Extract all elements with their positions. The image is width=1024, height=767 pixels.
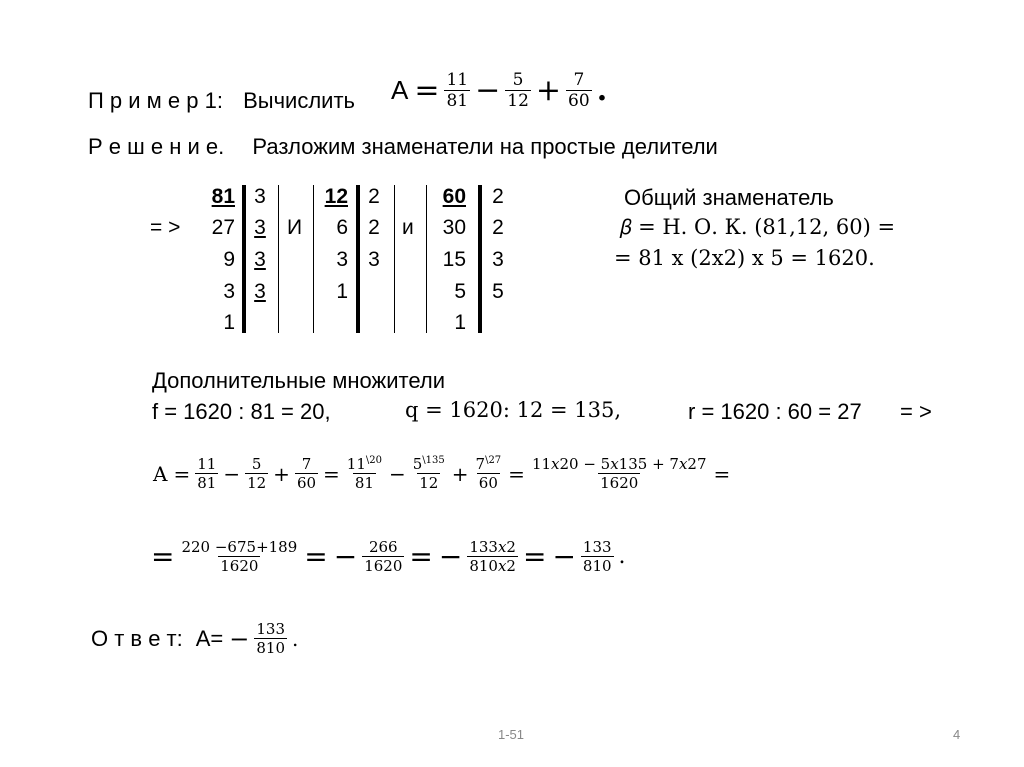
calc1-eq: = bbox=[173, 461, 191, 486]
t3-l1: 30 bbox=[442, 216, 466, 239]
answer-lhs: A= bbox=[195, 625, 224, 651]
calc2-dot: . bbox=[618, 544, 626, 569]
example-label bbox=[88, 88, 355, 114]
arrow-left: = > bbox=[150, 216, 181, 239]
calc2-frac-4: $\frac{133}{810}$ bbox=[582, 538, 612, 575]
calc2-frac-1: $\frac{220 -675+189}{1620}$ bbox=[181, 538, 298, 575]
calc2-eq-1: = bbox=[151, 540, 175, 573]
t1-thin bbox=[278, 185, 279, 333]
calc1-minus-a: − bbox=[223, 461, 241, 486]
calc1-lhs: A bbox=[153, 461, 168, 486]
common-line2: = 81 х (2х2) х 5 = 1620. bbox=[614, 246, 875, 270]
t1-r0: 3 bbox=[254, 185, 266, 208]
example-verb: Вычислить bbox=[243, 88, 355, 113]
extra-arrow: = > bbox=[900, 399, 932, 424]
t3-r2: 3 bbox=[492, 248, 504, 271]
calc1-frac-a1: $\frac{11}{81}$ bbox=[197, 455, 217, 492]
answer-label: О т в е т: bbox=[91, 625, 183, 651]
t1-bar bbox=[242, 185, 246, 333]
extra-title: Дополнительные множители bbox=[152, 368, 445, 393]
t1-l1: 27 bbox=[211, 216, 235, 239]
t1-r3: 3 bbox=[254, 280, 266, 303]
answer-minus: − bbox=[229, 624, 250, 653]
calc1-frac-a2: $\frac{5}{12}$ bbox=[247, 455, 267, 492]
fraction-7-60: $\frac{7}{60}$ bbox=[568, 70, 590, 111]
extra-f: f = 1620 : 81 = 20, bbox=[152, 399, 331, 424]
calc1-eq-4: = bbox=[713, 461, 731, 486]
extra-r: r = 1620 : 60 = 27 bbox=[688, 399, 862, 424]
t3-l4: 1 bbox=[454, 311, 466, 334]
formula-dot: . bbox=[596, 73, 608, 108]
t3-l3: 5 bbox=[454, 280, 466, 303]
example-formula bbox=[388, 70, 610, 111]
common-line1: 𝛽 = Н. О. К. (81,12, 60) = bbox=[620, 215, 896, 239]
calc1-eq-2: = bbox=[323, 461, 340, 486]
calc1-frac-b2: $\frac{5^{\backslash 135}}{12}$ bbox=[412, 455, 445, 492]
example-label-text: П р и м е р 1: bbox=[88, 88, 223, 113]
answer-fraction: $\frac{133}{810}$ bbox=[256, 620, 286, 657]
t1-l3: 3 bbox=[223, 280, 235, 303]
answer-dot: . bbox=[292, 626, 299, 651]
t3-r3: 5 bbox=[492, 280, 504, 303]
calc1-frac-b3: $\frac{7^{\backslash 27}}{60}$ bbox=[475, 455, 502, 492]
t2-r2: 3 bbox=[368, 248, 380, 271]
t3-r1: 2 bbox=[492, 216, 504, 239]
extra-q: q = 1620: 12 = 135, bbox=[405, 398, 622, 422]
calc2-minus-3: − bbox=[552, 540, 576, 573]
calc1-frac-c: $\frac{\text{11𝑥20 − 5𝑥135 + 7𝑥27}}{1620}$ bbox=[531, 455, 707, 492]
formula-lhs: A bbox=[391, 75, 409, 105]
t2-l1: 6 bbox=[336, 216, 348, 239]
formula-plus: + bbox=[535, 73, 562, 108]
and-lower: и bbox=[402, 216, 414, 239]
calc2-eq-4: = bbox=[522, 540, 547, 573]
t2-bar bbox=[356, 185, 360, 333]
t2-r1: 2 bbox=[368, 216, 380, 239]
t3-thin-left bbox=[426, 185, 427, 333]
calc1-frac-a3: $\frac{7}{60}$ bbox=[296, 455, 317, 492]
calc1-plus-b: + bbox=[451, 461, 469, 486]
t2-r0: 2 bbox=[368, 185, 380, 208]
and-upper: И bbox=[287, 216, 303, 239]
t2-l2: 3 bbox=[336, 248, 348, 271]
footer-center: 1-51 bbox=[498, 727, 525, 742]
t2-l0: 12 bbox=[324, 185, 348, 208]
t3-bar bbox=[478, 185, 482, 333]
t1-r2: 3 bbox=[254, 248, 266, 271]
solution-text: Разложим знаменатели на простые делители bbox=[252, 134, 718, 159]
t3-r0: 2 bbox=[492, 185, 504, 208]
calc2-eq-3: = bbox=[409, 540, 433, 573]
formula-eq: = bbox=[414, 73, 440, 108]
formula-minus: − bbox=[475, 73, 501, 108]
calc1-eq-3: = bbox=[508, 461, 525, 486]
calc2-frac-2: $\frac{266}{1620}$ bbox=[364, 538, 403, 575]
answer-line bbox=[88, 620, 301, 657]
calc-line-1 bbox=[150, 455, 733, 492]
t1-l2: 9 bbox=[223, 248, 235, 271]
t1-l4: 1 bbox=[223, 311, 235, 334]
common-title: Общий знаменатель bbox=[624, 185, 834, 210]
solution-line bbox=[88, 134, 718, 160]
t3-l2: 15 bbox=[442, 248, 466, 271]
fraction-5-12: $\frac{5}{12}$ bbox=[507, 70, 529, 111]
t1-l0: 81 bbox=[211, 185, 235, 208]
calc1-plus-a: + bbox=[273, 461, 290, 486]
calc2-minus-1: − bbox=[333, 540, 358, 573]
fraction-11-81: $\frac{11}{81}$ bbox=[446, 70, 469, 111]
calc1-frac-b1: $\frac{11^{\backslash 20}}{81}$ bbox=[346, 455, 382, 492]
t2-thin bbox=[394, 185, 395, 333]
t2-l3: 1 bbox=[336, 280, 348, 303]
page-number: 4 bbox=[953, 727, 961, 742]
t3-l0: 60 bbox=[442, 185, 466, 208]
calc1-minus-b: − bbox=[388, 461, 406, 486]
t1-r1: 3 bbox=[254, 216, 266, 239]
calc-line-2 bbox=[148, 538, 629, 575]
calc2-minus-2: − bbox=[438, 540, 463, 573]
calc2-frac-3: $\frac{\text{133𝑥2}}{\text{810𝑥2}}$ bbox=[469, 538, 516, 575]
solution-label: Р е ш е н и е. bbox=[88, 134, 225, 159]
t2-thin-left bbox=[313, 185, 314, 333]
calc2-eq-2: = bbox=[304, 540, 328, 573]
